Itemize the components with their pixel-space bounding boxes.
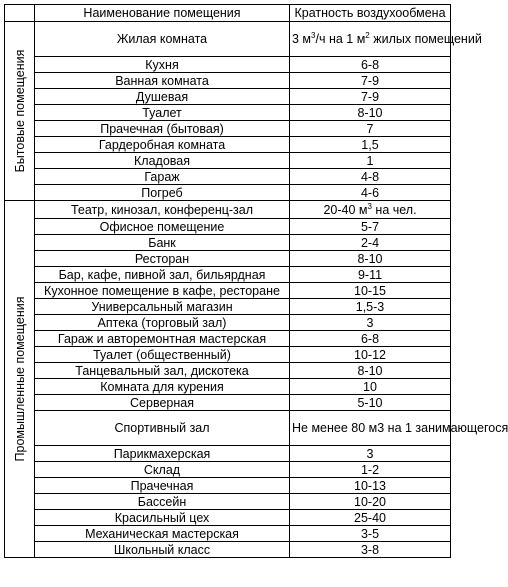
air-exchange-rate-cell: 10-15 (290, 283, 451, 299)
air-exchange-rate-cell: 1,5-3 (290, 299, 451, 315)
room-name-cell: Бар, кафе, пивной зал, бильярдная (35, 267, 290, 283)
room-name-cell: Красильный цех (35, 510, 290, 526)
room-name-cell: Серверная (35, 395, 290, 411)
table-row (5, 299, 451, 315)
table-row (5, 153, 451, 169)
air-exchange-rate-cell: 25-40 (290, 510, 451, 526)
table-row (5, 315, 451, 331)
rate-text: на чел. (371, 202, 417, 217)
air-exchange-rate-cell: 8-10 (290, 251, 451, 267)
table-row (5, 510, 451, 526)
room-name-cell: Театр, кинозал, конференц-зал (35, 201, 290, 219)
air-exchange-rate-cell: 3-8 (290, 542, 451, 558)
table-row (5, 283, 451, 299)
room-name-cell: Кухонное помещение в кафе, ресторане (35, 283, 290, 299)
header-rate-cell: Кратность воздухообмена (290, 5, 451, 22)
air-exchange-rate-cell: 7-9 (290, 73, 451, 89)
air-exchange-rate-cell: 5-7 (290, 219, 451, 235)
air-exchange-rate-cell: 1-2 (290, 462, 451, 478)
air-exchange-rate-cell: 1,5 (290, 137, 451, 153)
table-row (5, 494, 451, 510)
air-exchange-rate-cell: 1 (290, 153, 451, 169)
air-exchange-rate-cell: 7 (290, 121, 451, 137)
table-row (5, 137, 451, 153)
room-name-cell: Жилая комната (35, 22, 290, 57)
table-row (5, 105, 451, 121)
header-row (5, 5, 451, 22)
table-body (5, 22, 508, 558)
table-row (5, 121, 451, 137)
room-name-cell: Кладовая (35, 153, 290, 169)
table-row (5, 22, 451, 57)
table-row (5, 347, 451, 363)
room-name-cell: Прачечная (35, 478, 290, 494)
group-industrial-label-cell (5, 201, 35, 558)
room-name-cell: Механическая мастерская (35, 526, 290, 542)
air-exchange-rate-cell: Не менее 80 м3 на 1 занимающегося (290, 411, 451, 446)
table-row (5, 235, 451, 251)
room-name-cell: Бассейн (35, 494, 290, 510)
rate-text: жилых помещений (369, 32, 482, 46)
group-industrial-label: Промышленные помещения (12, 296, 27, 462)
air-exchange-rate-cell: 4-8 (290, 169, 451, 185)
rate-superscript: 2 (365, 31, 370, 40)
room-name-cell: Офисное помещение (35, 219, 290, 235)
room-name-cell: Кухня (35, 57, 290, 73)
table-row (5, 379, 451, 395)
table-row (5, 542, 451, 558)
table-row (5, 201, 451, 219)
air-exchange-rate-cell: 10-13 (290, 478, 451, 494)
room-name-cell: Гараж (35, 169, 290, 185)
table-row (5, 526, 451, 542)
air-exchange-rate-cell: 10-20 (290, 494, 451, 510)
room-name-cell: Туалет (35, 105, 290, 121)
rate-superscript: 3 (367, 201, 372, 211)
room-name-cell: Гараж и авторемонтная мастерская (35, 331, 290, 347)
room-name-cell: Парикмахерская (35, 446, 290, 462)
table-row (5, 185, 451, 201)
air-exchange-rate-cell: 6-8 (290, 331, 451, 347)
air-exchange-rate-cell: 5-10 (290, 395, 451, 411)
room-name-cell: Душевая (35, 89, 290, 105)
air-exchange-rate-cell: 9-11 (290, 267, 451, 283)
header-corner-cell (5, 5, 35, 22)
air-exchange-rate-cell (290, 22, 482, 57)
rate-text: 3 м (292, 32, 312, 46)
air-exchange-rate-cell: 4-6 (290, 185, 451, 201)
rate-text: /ч на 1 м (315, 32, 366, 46)
air-exchange-rate-cell: 6-8 (290, 57, 451, 73)
room-name-cell: Туалет (общественный) (35, 347, 290, 363)
table-row (5, 89, 451, 105)
air-exchange-rate-cell: 3 (290, 315, 451, 331)
air-exchange-rate-cell (290, 201, 451, 219)
table-row (5, 267, 451, 283)
air-exchange-rate-cell: 8-10 (290, 105, 451, 121)
table-row (5, 446, 451, 462)
table-row (5, 219, 451, 235)
air-exchange-rate-cell: 7-9 (290, 89, 451, 105)
room-name-cell: Прачечная (бытовая) (35, 121, 290, 137)
room-name-cell: Банк (35, 235, 290, 251)
room-name-cell: Спортивный зал (35, 411, 290, 446)
group-household-label: Бытовые помещения (12, 49, 27, 173)
air-exchange-rate-cell: 2-4 (290, 235, 451, 251)
rate-superscript: 3 (311, 31, 316, 40)
table-row (5, 363, 451, 379)
room-name-cell: Танцевальный зал, дискотека (35, 363, 290, 379)
rate-text: 20-40 м (323, 202, 368, 217)
table-row (5, 57, 451, 73)
table-row (5, 251, 451, 267)
room-name-cell: Аптека (торговый зал) (35, 315, 290, 331)
room-name-cell: Школьный класс (35, 542, 290, 558)
table-row (5, 169, 451, 185)
room-name-cell: Ресторан (35, 251, 290, 267)
table-row (5, 478, 451, 494)
air-exchange-rate-cell: 3-5 (290, 526, 451, 542)
room-name-cell: Погреб (35, 185, 290, 201)
room-name-cell: Ванная комната (35, 73, 290, 89)
air-exchange-rate-cell: 10-12 (290, 347, 451, 363)
table-row (5, 395, 451, 411)
air-exchange-rate-cell: 3 (290, 446, 451, 462)
room-name-cell: Универсальный магазин (35, 299, 290, 315)
room-name-cell: Гардеробная комната (35, 137, 290, 153)
room-name-cell: Склад (35, 462, 290, 478)
air-exchange-rate-cell: 10 (290, 379, 451, 395)
air-exchange-rate-cell: 8-10 (290, 363, 451, 379)
room-name-cell: Комната для курения (35, 379, 290, 395)
header-name-cell: Наименование помещения (35, 5, 290, 22)
table-row (5, 331, 451, 347)
table-row (5, 462, 451, 478)
table-row (5, 411, 451, 446)
group-household-label-cell (5, 22, 35, 201)
table-row (5, 73, 451, 89)
air-exchange-table (4, 4, 508, 558)
